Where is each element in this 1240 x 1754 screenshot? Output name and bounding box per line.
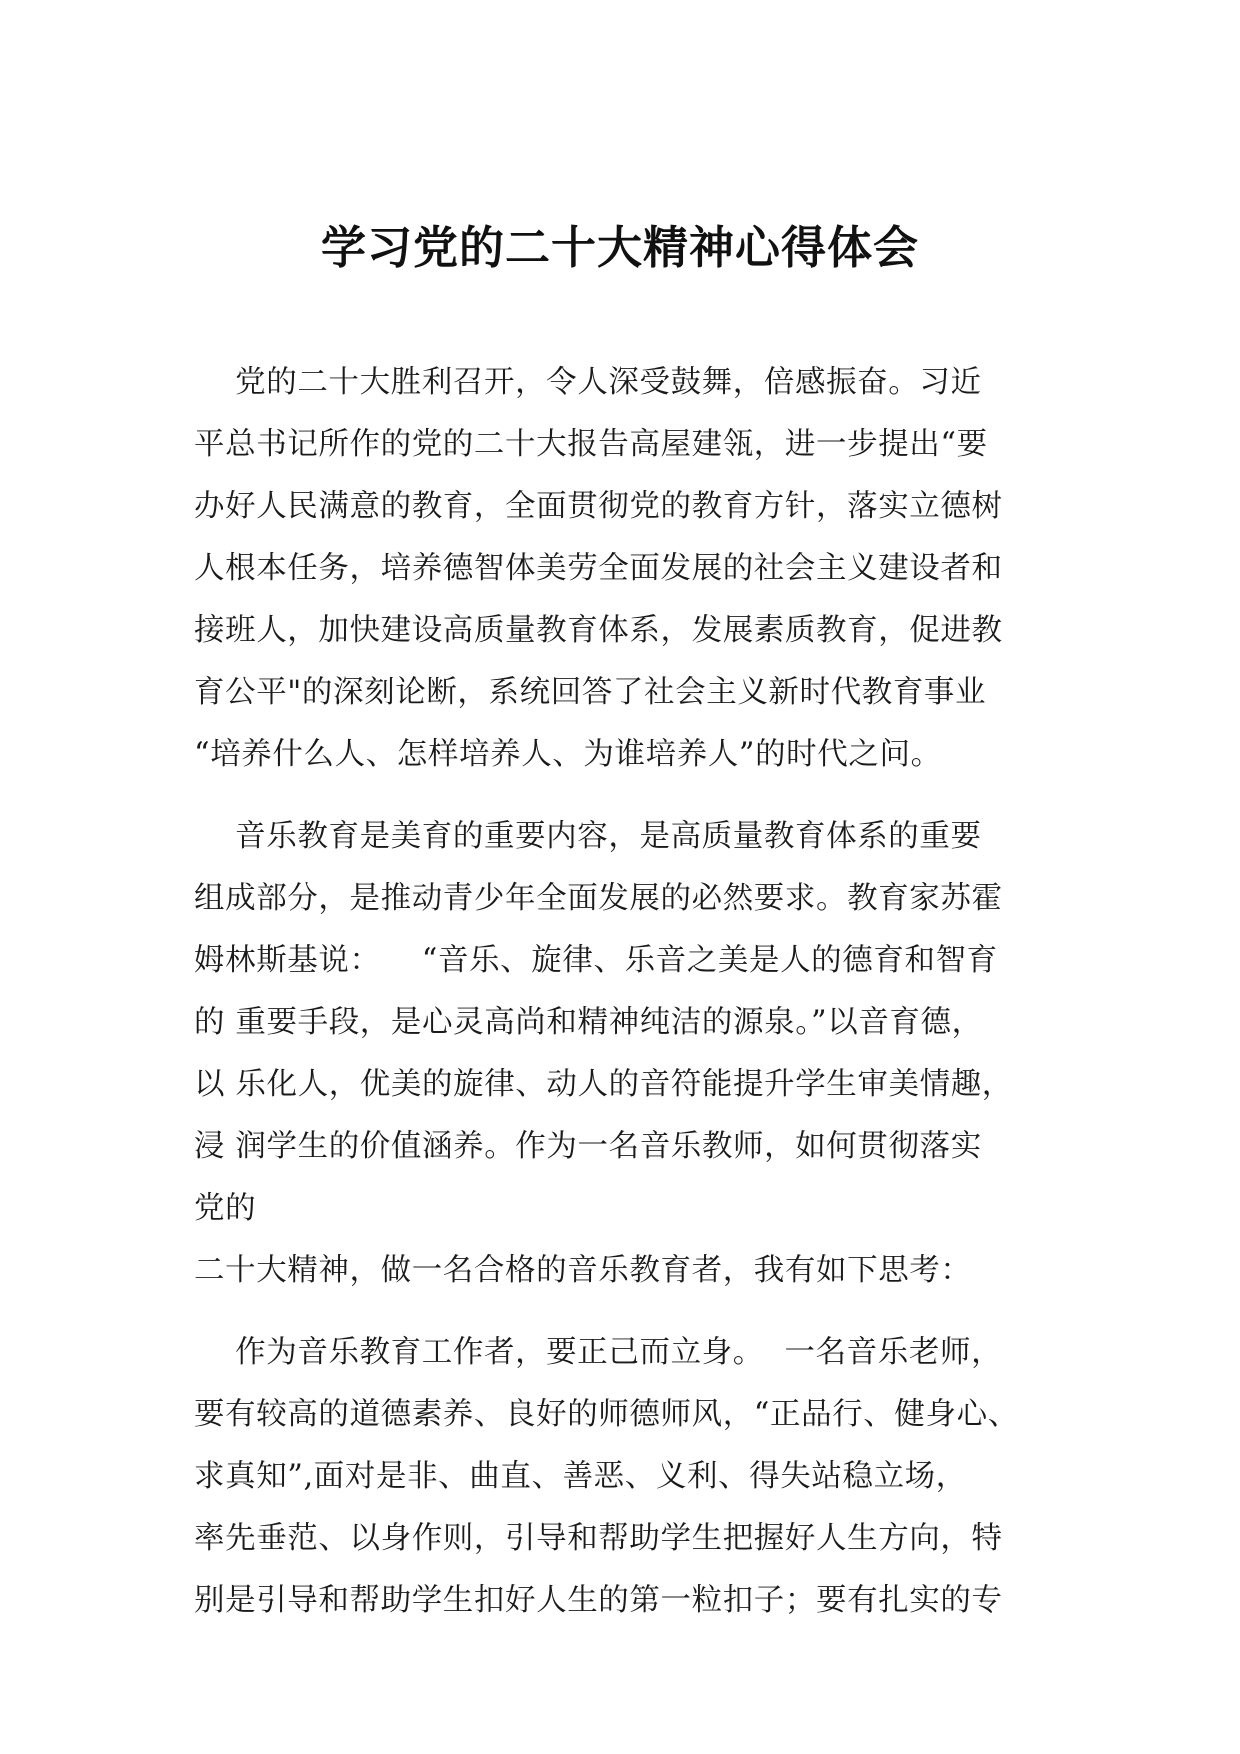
text-line: 育公平"的深刻论断，系统回答了社会主义新时代教育事业 [194,675,987,710]
text-line: 办好人民满意的教育，全面贯彻党的教育方针，落实立德树 [194,489,1003,524]
text-line: 求真知”,面对是非、曲直、善恶、义利、得失站稳立场， [194,1459,967,1494]
text-line: “培养什么人、怎样培养人、为谁培养人”的时代之问。 [194,737,942,772]
text-line: 的 重要手段，是心灵高尚和精神纯洁的源泉。”以音育德， [194,1005,983,1040]
text-line: 别是引导和帮助学生扣好人生的第一粒扣子；要有扎实的专 [194,1583,1003,1618]
text-line: 平总书记所作的党的二十大报告高屋建瓴，进一步提出“要 [194,427,988,462]
text-line: 姆林斯基说： “音乐、旋律、乐音之美是人的德育和智育 [194,943,998,978]
paragraph-3 [194,1322,1054,1632]
document-title: 学习党的二十大精神心得体会 [320,221,919,274]
text-line: 浸 润学生的价值涵养。作为一名音乐教师，如何贯彻落实 [194,1129,982,1164]
text-line: 音乐教育是美育的重要内容，是高质量教育体系的重要 [194,819,982,854]
paragraph-2 [194,806,1054,1302]
paragraph-spacer [194,786,1054,806]
text-line: 人根本任务，培养德智体美劳全面发展的社会主义建设者和 [194,551,1003,586]
text-line: 党的二十大胜利召开，令人深受鼓舞，倍感振奋。习近 [194,365,982,400]
text-line: 接班人，加快建设高质量教育体系，发展素质教育，促进教 [194,613,1003,648]
paragraph-1 [194,352,1054,786]
text-line: 党的 [194,1191,257,1226]
paragraph-spacer [194,1302,1054,1322]
text-line: 组成部分，是推动青少年全面发展的必然要求。教育家苏霍 [194,881,1003,916]
text-line: 率先垂范、以身作则，引导和帮助学生把握好人生方向，特 [194,1521,1003,1556]
text-line: 二十大精神，做一名合格的音乐教育者，我有如下思考： [194,1253,972,1288]
text-line: 以 乐化人，优美的旋律、动人的音符能提升学生审美情趣， [194,1067,1013,1102]
document-body [194,352,1054,1632]
text-line: 要有较高的道德素养、良好的师德师风，“正品行、健身心、 [194,1397,1019,1432]
text-line: 作为音乐教育工作者，要正己而立身。 一名音乐老师， [194,1335,1003,1370]
